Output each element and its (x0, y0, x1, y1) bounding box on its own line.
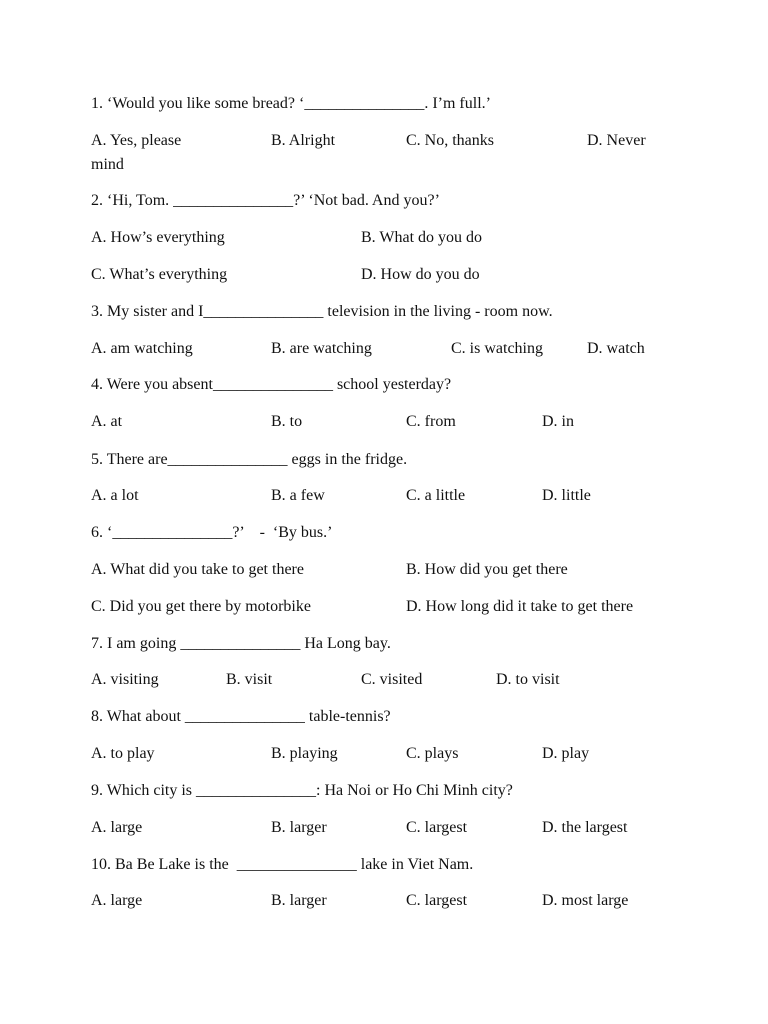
q1-option-c: C. No, thanks (406, 132, 494, 149)
q5-option-b: B. a few (271, 487, 325, 504)
q8-option-d: D. play (542, 745, 590, 762)
q9-option-c: C. largest (406, 819, 468, 836)
q2-option-b: B. What do you do (361, 229, 483, 246)
q7-option-c: C. visited (361, 671, 423, 688)
q3-option-c: C. is watching (451, 340, 543, 357)
q10-option-c: C. largest (406, 892, 468, 909)
q9-option-b: B. larger (271, 819, 327, 836)
q8-option-c: C. plays (406, 745, 459, 762)
q6-option-b: B. How did you get there (406, 561, 568, 578)
question-7: 7. I am going _______________ Ha Long bay. (91, 635, 391, 652)
q3-option-a: A. am watching (91, 340, 193, 357)
question-5: 5. There are_______________ eggs in the fridge. (91, 451, 408, 468)
q5-option-a: A. a lot (91, 487, 139, 504)
q3-option-d: D. watch (587, 340, 645, 357)
q1-option-a: A. Yes, please (91, 132, 182, 149)
q6-option-a: A. What did you take to get there (91, 561, 304, 578)
q4-option-c: C. from (406, 413, 456, 430)
question-3: 3. My sister and I_______________ television in the living - room now. (91, 303, 553, 320)
question-8: 8. What about _______________ table-tennis? (91, 708, 391, 725)
q9-option-a: A. large (91, 819, 143, 836)
q4-option-d: D. in (542, 413, 574, 430)
q8-option-b: B. playing (271, 745, 338, 762)
q1-option-b: B. Alright (271, 132, 336, 149)
question-2: 2. ‘Hi, Tom. _______________?’ ‘Not bad. And you?’ (91, 192, 440, 209)
q7-option-b: B. visit (226, 671, 273, 688)
q4-option-b: B. to (271, 413, 303, 430)
q2-option-c: C. What’s everything (91, 266, 228, 283)
q7-option-d: D. to visit (496, 671, 560, 688)
question-6: 6. ‘_______________?’ - ‘By bus.’ (91, 524, 333, 541)
q9-option-d: D. the largest (542, 819, 628, 836)
q3-option-b: B. are watching (271, 340, 372, 357)
q5-option-c: C. a little (406, 487, 466, 504)
question-1: 1. ‘Would you like some bread? ‘_______________. I’m full.’ (91, 95, 491, 112)
q1-option-d-wrap: mind (91, 156, 124, 173)
q10-option-a: A. large (91, 892, 143, 909)
question-9: 9. Which city is _______________: Ha Noi or Ho Chi Minh city? (91, 782, 513, 799)
q8-option-a: A. to play (91, 745, 155, 762)
q7-option-a: A. visiting (91, 671, 159, 688)
q10-option-d: D. most large (542, 892, 629, 909)
q1-option-d: D. Never (587, 132, 646, 149)
q6-option-d: D. How long did it take to get there (406, 598, 634, 615)
question-4: 4. Were you absent_______________ school yesterday? (91, 376, 452, 393)
q10-option-b: B. larger (271, 892, 327, 909)
question-10: 10. Ba Be Lake is the _______________ lake in Viet Nam. (91, 856, 474, 873)
q4-option-a: A. at (91, 413, 123, 430)
q6-option-c: C. Did you get there by motorbike (91, 598, 311, 615)
q5-option-d: D. little (542, 487, 591, 504)
q2-option-a: A. How’s everything (91, 229, 225, 246)
q2-option-d: D. How do you do (361, 266, 480, 283)
